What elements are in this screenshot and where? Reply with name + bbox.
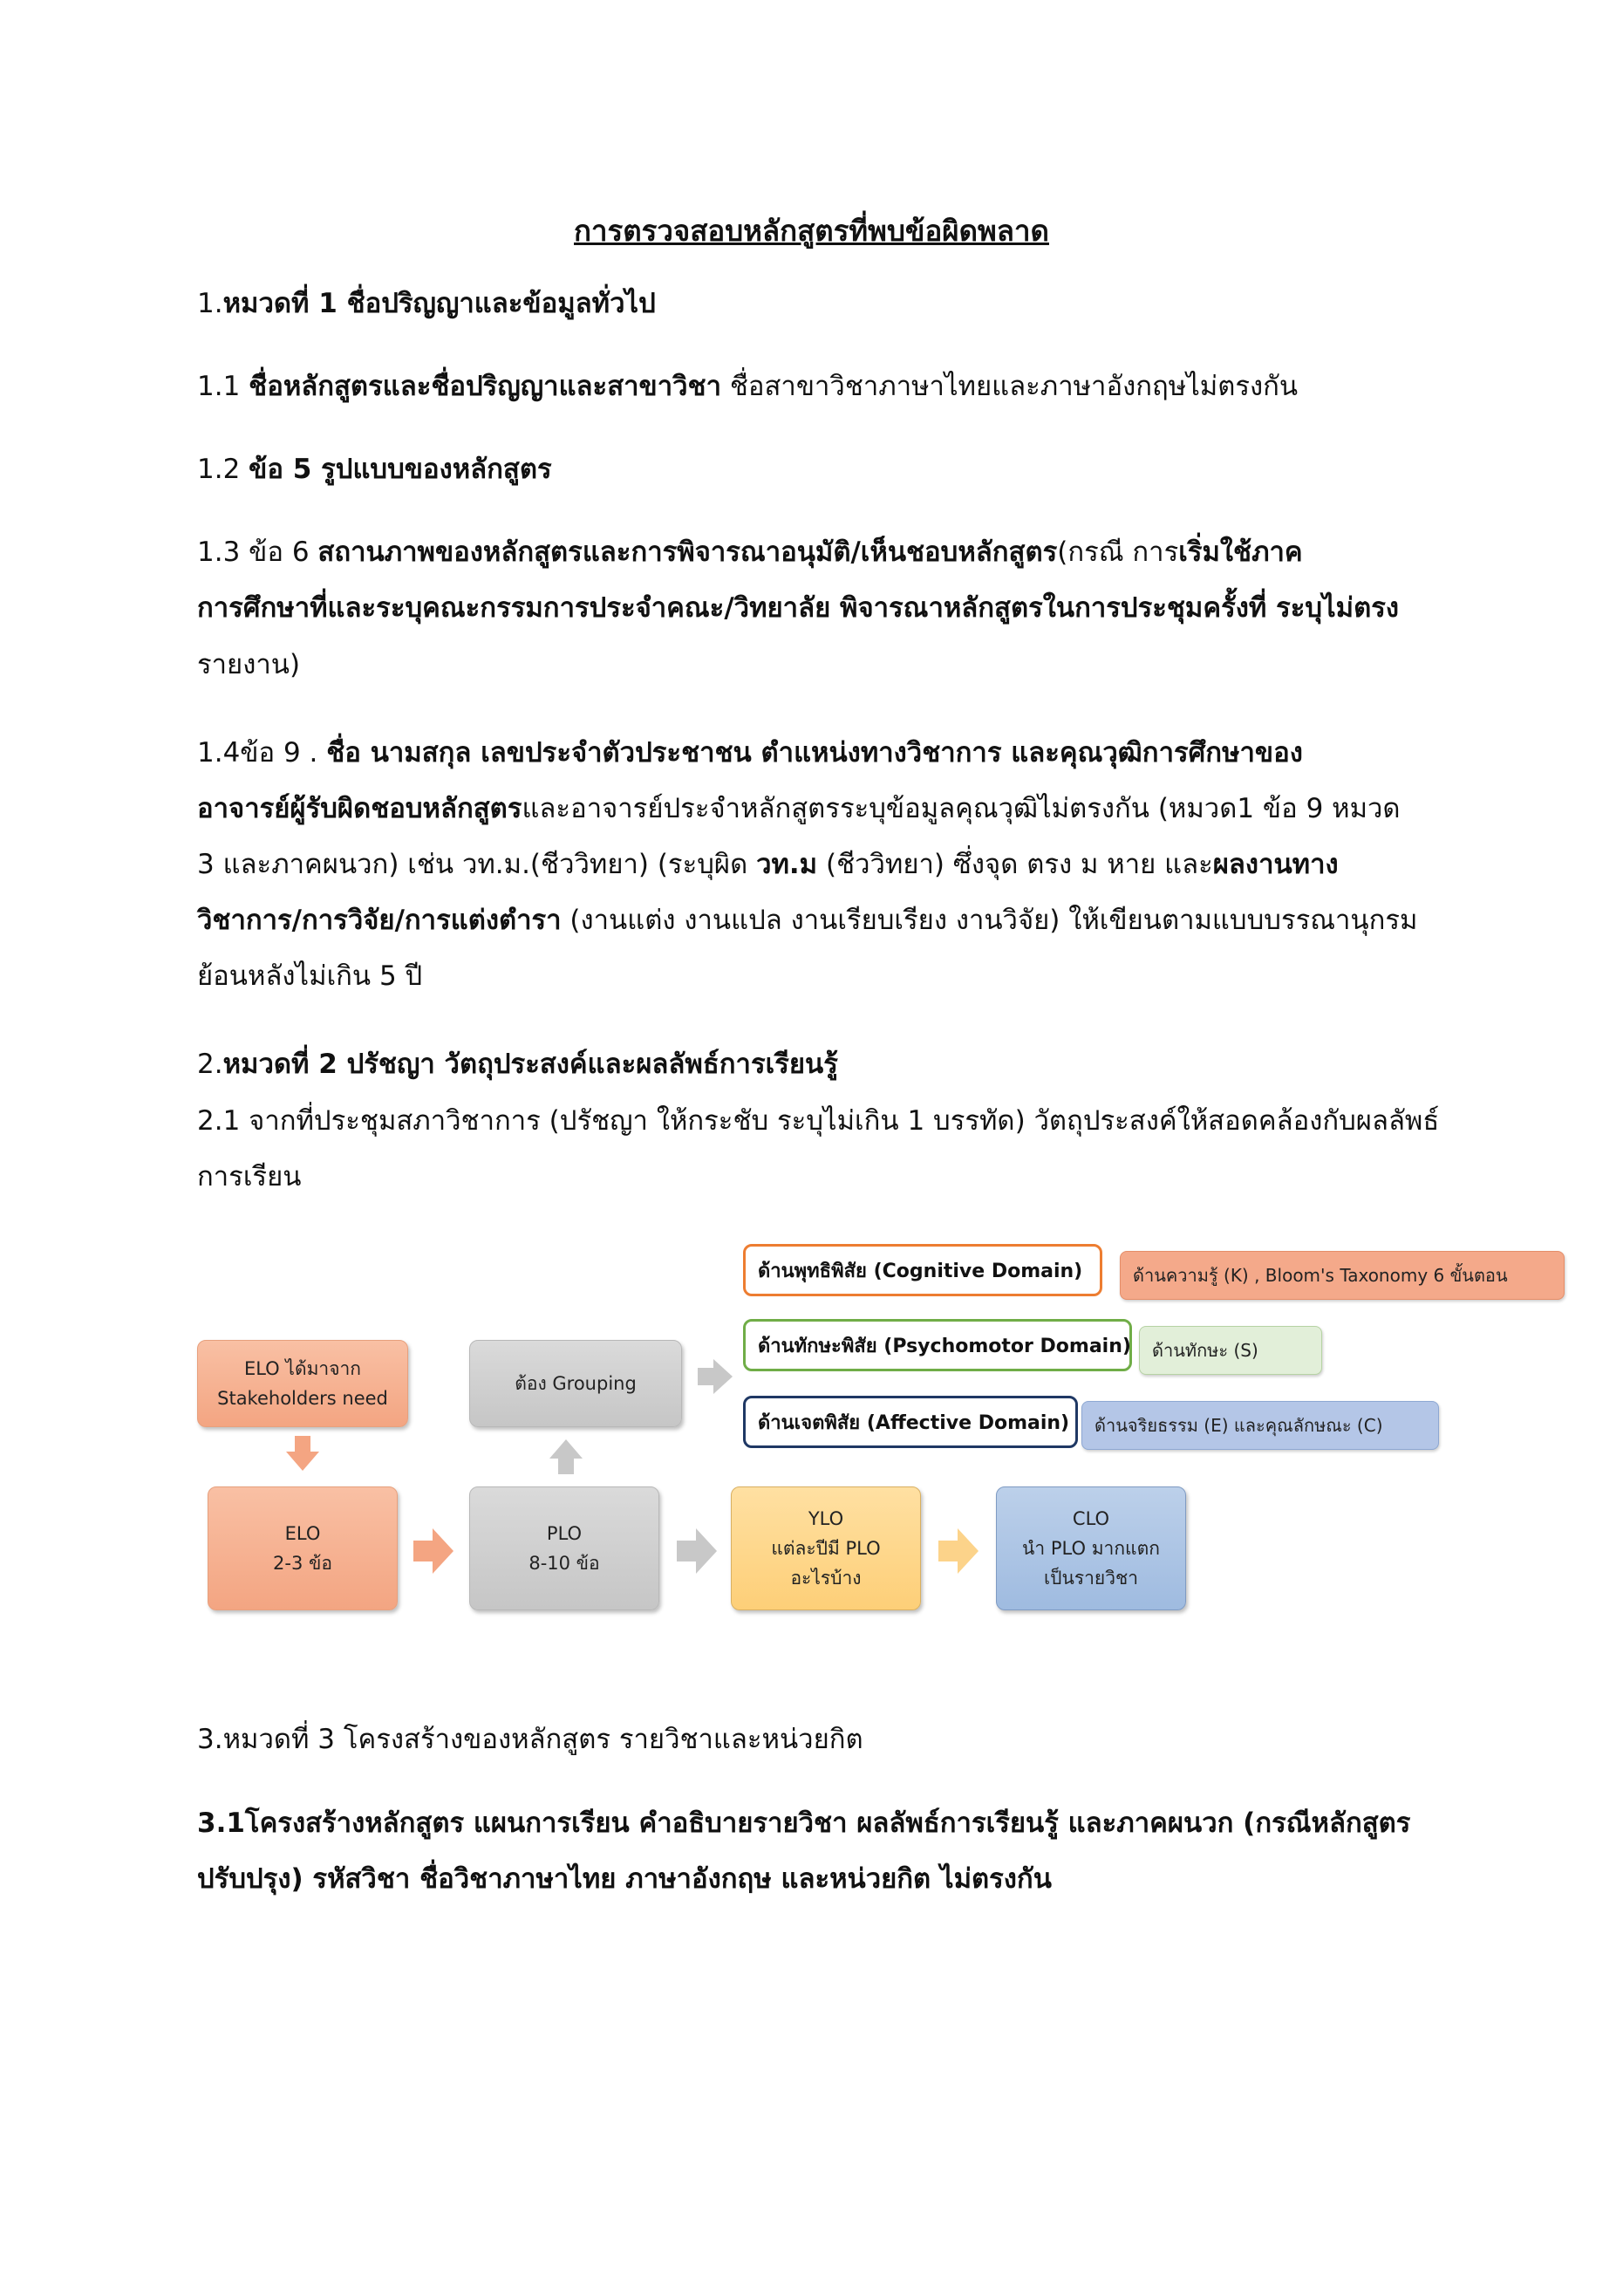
domain-tag-knowledge: [1120, 1251, 1565, 1300]
item-text: (ชีววิทยา) ซึ่งจุด ตรง ม หาย และ: [817, 849, 1213, 880]
grouping-box: [469, 1340, 682, 1427]
item-topic: โครงสร้างหลักสูตร แผนการเรียน คำอธิบายรายวิชา ผลลัพธ์การเรียนรู้ และภาคผนวก (กรณีหลักสูตร: [244, 1807, 1411, 1839]
item-1-2: [197, 452, 552, 487]
box-title: YLO: [808, 1508, 844, 1529]
item-1-4-line-1: [197, 735, 1303, 770]
section-title: หมวดที่ 1 ชื่อปริญญาและข้อมูลทั่วไป: [222, 288, 656, 319]
arrow-right-icon: [677, 1528, 717, 1574]
section-title: หมวดที่ 2 ปรัชญา วัตถุประสงค์และผลลัพธ์การเรียนรู้: [222, 1049, 838, 1080]
domain-label: ด้านเจตพิสัย (Affective Domain): [758, 1411, 1070, 1434]
box-text: Stakeholders need: [217, 1388, 388, 1409]
item-text-bold: ผลงานทาง: [1212, 849, 1339, 880]
box-text: แต่ละปีมี PLO: [771, 1538, 881, 1559]
box-text: นำ PLO มากแตก: [1022, 1538, 1160, 1559]
box-title: ELO: [284, 1523, 321, 1544]
item-topic: ชื่อหลักสูตรและชื่อปริญญาและสาขาวิชา: [249, 371, 721, 402]
item-1-4-line-3: [197, 847, 1339, 882]
ylo-box: [731, 1486, 921, 1610]
item-number: 1.4ข้อ 9 .: [197, 737, 327, 769]
box-text: เป็นรายวิชา: [1043, 1568, 1139, 1589]
item-number: 3.1: [197, 1807, 245, 1839]
item-text: (กรณี การ: [1057, 536, 1179, 568]
box-text: ต้อง Grouping: [515, 1373, 637, 1394]
box-text: 8-10 ข้อ: [528, 1553, 600, 1574]
section-number: 3.: [197, 1724, 223, 1755]
item-2-1-line-2: การเรียน: [197, 1161, 302, 1192]
item-text-bold: วท.ม: [756, 849, 818, 880]
item-3-1-line-2: ปรับปรุง) รหัสวิชา ชื่อวิชาภาษาไทย ภาษาอังกฤษ และหน่วยกิต ไม่ตรงกัน: [197, 1863, 1052, 1895]
section-3-heading: [197, 1722, 863, 1757]
page-title: การตรวจสอบหลักสูตรที่พบข้อผิดพลาด: [574, 214, 1049, 248]
item-issue: ชื่อสาขาวิชาภาษาไทยและภาษาอังกฤษไม่ตรงกัน: [720, 371, 1299, 402]
item-number: 1.1: [197, 371, 249, 402]
box-text: อะไรบ้าง: [790, 1568, 862, 1589]
item-3-1-line-1: [197, 1806, 1410, 1841]
item-1-3-line-2: การศึกษาที่และระบุคณะกรรมการประจำคณะ/วิทยาลัย พิจารณาหลักสูตรในการประชุมครั้งที่ ระบุไม่ตรง: [197, 592, 1400, 624]
item-2-1-line-1: 2.1 จากที่ประชุมสภาวิชาการ (ปรัชญา ให้กระชับ ระบุไม่เกิน 1 บรรทัด) วัตถุประสงค์ให้สอดคล้องกับผลลัพธ์: [197, 1105, 1440, 1137]
elo-box: [208, 1486, 398, 1610]
arrow-down-icon: [286, 1436, 319, 1471]
item-1-4-line-5: ย้อนหลังไม่เกิน 5 ปี: [197, 960, 423, 992]
item-1-3-line-3: รายงาน): [197, 649, 301, 680]
domain-cognitive: [743, 1244, 1102, 1296]
item-text: และอาจารย์ประจำหลักสูตรระบุข้อมูลคุณวุฒิไม่ตรงกัน (หมวด1 ข้อ 9 หมวด: [522, 793, 1401, 824]
tag-label: ด้านความรู้ (K) , Bloom's Taxonomy 6 ขั้นตอน: [1133, 1265, 1508, 1286]
domain-tag-skills: [1139, 1326, 1322, 1375]
box-title: PLO: [546, 1523, 583, 1544]
section-2-heading: [197, 1047, 838, 1082]
section-number: 1.: [197, 288, 223, 319]
item-topic: ชื่อ นามสกุล เลขประจำตัวประชาชน ตำแหน่งทางวิชาการ และคุณวุฒิการศึกษาของ: [326, 737, 1303, 769]
arrow-right-icon: [938, 1528, 979, 1574]
tag-label: ด้านทักษะ (S): [1152, 1340, 1258, 1361]
section-number: 2.: [197, 1049, 223, 1080]
section-title: หมวดที่ 3 โครงสร้างของหลักสูตร รายวิชาและหน่วยกิต: [222, 1724, 863, 1755]
item-1-4-line-4: [197, 903, 1417, 938]
box-text: 2-3 ข้อ: [273, 1553, 332, 1574]
item-topic: ข้อ 5 รูปแบบของหลักสูตร: [249, 454, 552, 485]
box-title: CLO: [1072, 1508, 1110, 1529]
item-topic: สถานภาพของหลักสูตรและการพิจารณาอนุมัติ/เห็นชอบหลักสูตร: [317, 536, 1058, 568]
domain-psychomotor: [743, 1319, 1132, 1371]
item-text: (งานแต่ง งานแปล งานเรียบเรียง งานวิจัย) ให้เขียนตามแบบบรรณานุกรม: [561, 905, 1418, 936]
item-1-4-line-2: [197, 791, 1401, 826]
arrow-right-icon: [413, 1528, 453, 1574]
box-text: ELO ได้มาจาก: [243, 1358, 362, 1379]
item-text: 3 และภาคผนวก) เช่น วท.ม.(ชีววิทยา) (ระบุผิด: [197, 849, 757, 880]
item-text-bold: วิชาการ/การวิจัย/การแต่งตำรา: [197, 905, 562, 936]
arrow-up-icon: [549, 1439, 583, 1474]
item-number: 1.2: [197, 454, 249, 485]
domain-label: ด้านทักษะพิสัย (Psychomotor Domain): [758, 1335, 1131, 1357]
elo-source-box: [197, 1340, 408, 1427]
domain-tag-ethics: [1081, 1401, 1439, 1450]
domain-label: ด้านพุทธิพิสัย (Cognitive Domain): [758, 1260, 1083, 1282]
item-1-3-line-1: [197, 535, 1303, 570]
arrow-right-icon: [698, 1359, 733, 1394]
plo-box: [469, 1486, 659, 1610]
item-text-bold: เริ่มใช้ภาค: [1178, 536, 1303, 568]
tag-label: ด้านจริยธรรม (E) และคุณลักษณะ (C): [1095, 1415, 1383, 1436]
clo-box: [996, 1486, 1186, 1610]
item-1-1: [197, 369, 1298, 404]
section-1-heading: [197, 286, 656, 321]
item-number: 1.3 ข้อ 6: [197, 536, 318, 568]
item-text-bold: อาจารย์ผู้รับผิดชอบหลักสูตร: [197, 793, 522, 824]
domain-affective: [743, 1396, 1078, 1448]
